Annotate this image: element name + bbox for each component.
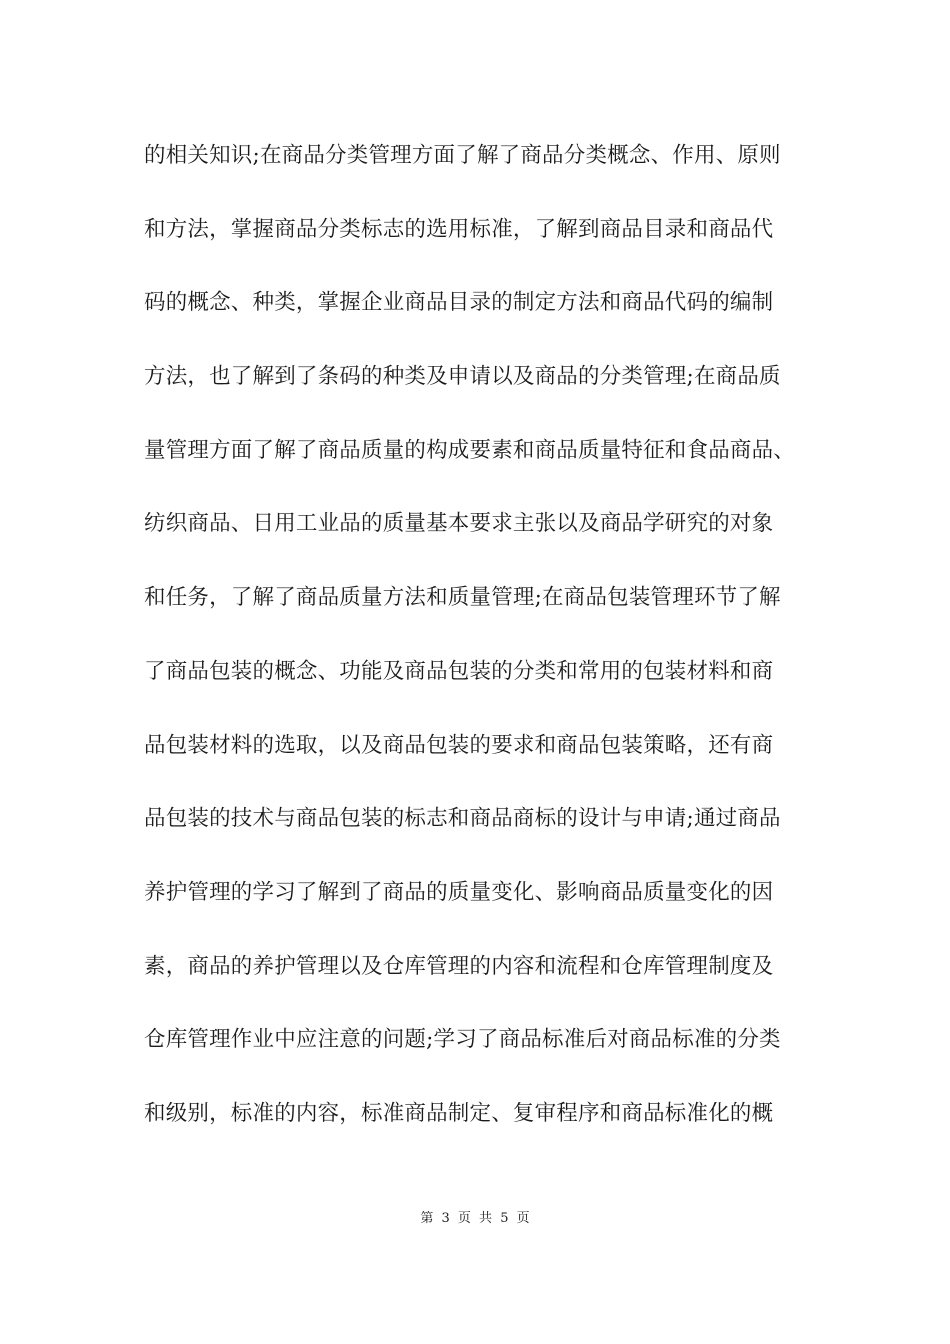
body-paragraph — [144, 133, 824, 1165]
text-line: 和级别，标准的内容，标准商品制定、复审程序和商品标准化的概 — [144, 1100, 774, 1126]
text-line: 方法，也了解到了条码的种类及申请以及商品的分类管理;在商品质 — [144, 364, 781, 390]
text-line: 了商品包装的概念、功能及商品包装的分类和常用的包装材料和商 — [144, 658, 774, 684]
text-line: 和任务，了解了商品质量方法和质量管理;在商品包装管理环节了解 — [144, 585, 781, 611]
text-line: 品包装的技术与商品包装的标志和商品商标的设计与申请;通过商品 — [144, 806, 781, 832]
text-line: 和方法，掌握商品分类标志的选用标准，了解到商品目录和商品代 — [144, 216, 774, 242]
text-line: 品包装材料的选取，以及商品包装的要求和商品包装策略，还有商 — [144, 732, 774, 758]
text-line: 量管理方面了解了商品质量的构成要素和商品质量特征和食品商品、 — [144, 437, 796, 463]
text-line: 纺织商品、日用工业品的质量基本要求主张以及商品学研究的对象 — [144, 511, 774, 537]
text-line: 养护管理的学习了解到了商品的质量变化、影响商品质量变化的因 — [144, 879, 774, 905]
text-line: 的相关知识;在商品分类管理方面了解了商品分类概念、作用、原则 — [144, 143, 781, 168]
text-line: 素，商品的养护管理以及仓库管理的内容和流程和仓库管理制度及 — [144, 953, 774, 979]
text-line: 仓库管理作业中应注意的问题;学习了商品标准后对商品标准的分类 — [144, 1027, 781, 1053]
page-number-footer: 第 3 页 共 5 页 — [420, 1211, 530, 1226]
text-line: 码的概念、种类，掌握企业商品目录的制定方法和商品代码的编制 — [144, 290, 774, 316]
